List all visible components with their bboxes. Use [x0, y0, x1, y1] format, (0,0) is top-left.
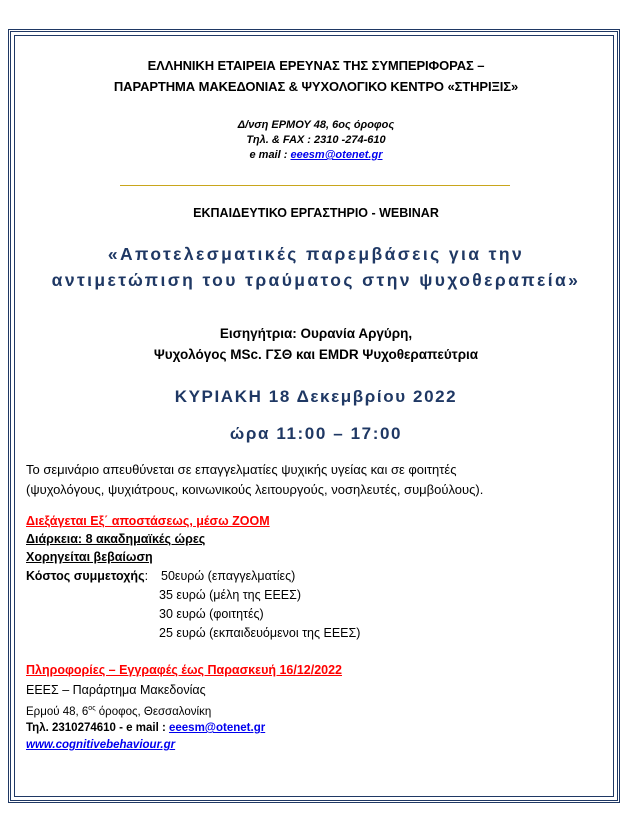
- phone-email-label: Τηλ. 2310274610 - e mail :: [26, 722, 169, 734]
- email-link[interactable]: eeesm@otenet.gr: [290, 149, 383, 161]
- cost-item: 30 ευρώ (φοιτητές): [159, 607, 264, 621]
- org-phone-fax: Τηλ. & FAX : 2310 -274-610: [246, 134, 386, 146]
- website-link[interactable]: www.cognitivebehaviour.gr: [26, 739, 176, 751]
- email-label: e mail :: [249, 149, 291, 161]
- mode-online: Διεξάγεται Εξ΄ αποστάσεως, μέσω ZOOM: [26, 514, 270, 528]
- event-date: ΚΥΡΙΑΚΗ 18 Δεκεμβρίου 2022: [174, 387, 458, 406]
- registration-heading: Πληροφορίες – Εγγραφές έως Παρασκευή 16/12/2022: [26, 663, 343, 677]
- org-name-line1: ΕΛΛΗΝΙΚΗ ΕΤΑΙΡΕΙΑ ΕΡΕΥΝΑΣ ΤΗΣ ΣΥΜΠΕΡΙΦΟΡΑΣ –: [147, 58, 485, 73]
- branch-name: ΕΕΕΣ – Παράρτημα Μακεδονίας: [26, 683, 206, 697]
- org-address: Δ/νση ΕΡΜΟΥ 48, 6ος όροφος: [237, 119, 395, 131]
- address-text-rest: όροφος, Θεσσαλονίκη: [95, 705, 212, 718]
- audience-line1: Το σεμινάριο απευθύνεται σε επαγγελματίες ψυχικής υγείας και σε φοιτητές: [26, 462, 457, 477]
- speaker-name: Εισηγήτρια: Ουρανία Αργύρη,: [219, 326, 413, 341]
- branch-email-link[interactable]: eeesm@otenet.gr: [168, 722, 266, 734]
- audience-line2: (ψυχολόγους, ψυχιάτρους, κοινωνικούς λειτουργούς, νοσηλευτές, συμβούλους).: [26, 482, 484, 497]
- cost-item: 50ευρώ (επαγγελματίες): [161, 569, 296, 583]
- cost-row: [26, 569, 148, 583]
- address-text: Ερμού 48, 6: [26, 705, 89, 718]
- address-superscript: ος: [88, 705, 96, 712]
- header-divider: [120, 185, 510, 186]
- cost-colon: :: [144, 569, 149, 583]
- cost-item: 35 ευρώ (μέλη της ΕΕΕΣ): [159, 588, 302, 602]
- event-title-line2: αντιμετώπιση του τραύματος στην ψυχοθεραπεία»: [51, 270, 581, 290]
- branch-address: [26, 705, 211, 718]
- duration: Διάρκεια: 8 ακαδημαϊκές ώρες: [26, 532, 206, 546]
- branch-contact: [26, 722, 265, 734]
- org-name-line2: ΠΑΡΑΡΤΗΜΑ ΜΑΚΕΔΟΝΙΑΣ & ΨΥΧΟΛΟΓΙΚΟ ΚΕΝΤΡΟ «ΣΤΗΡΙΞΙΣ»: [113, 79, 519, 94]
- event-time: ώρα 11:00 – 17:00: [229, 424, 403, 443]
- org-email-line: [0, 148, 632, 163]
- event-type: ΕΚΠΑΙΔΕΥΤΙΚΟ ΕΡΓΑΣΤΗΡΙΟ - WEBINAR: [193, 206, 439, 220]
- speaker-credentials: Ψυχολόγος MSc. ΓΣΘ και EMDR Ψυχοθεραπεύτρια: [153, 347, 479, 362]
- event-title-line1: «Αποτελεσματικές παρεμβάσεις για την: [107, 244, 525, 264]
- certificate-note: Χορηγείται βεβαίωση: [26, 550, 153, 564]
- cost-item: 25 ευρώ (εκπαιδευόμενοι της ΕΕΕΣ): [159, 626, 361, 640]
- cost-label: Κόστος συμμετοχής: [26, 569, 145, 583]
